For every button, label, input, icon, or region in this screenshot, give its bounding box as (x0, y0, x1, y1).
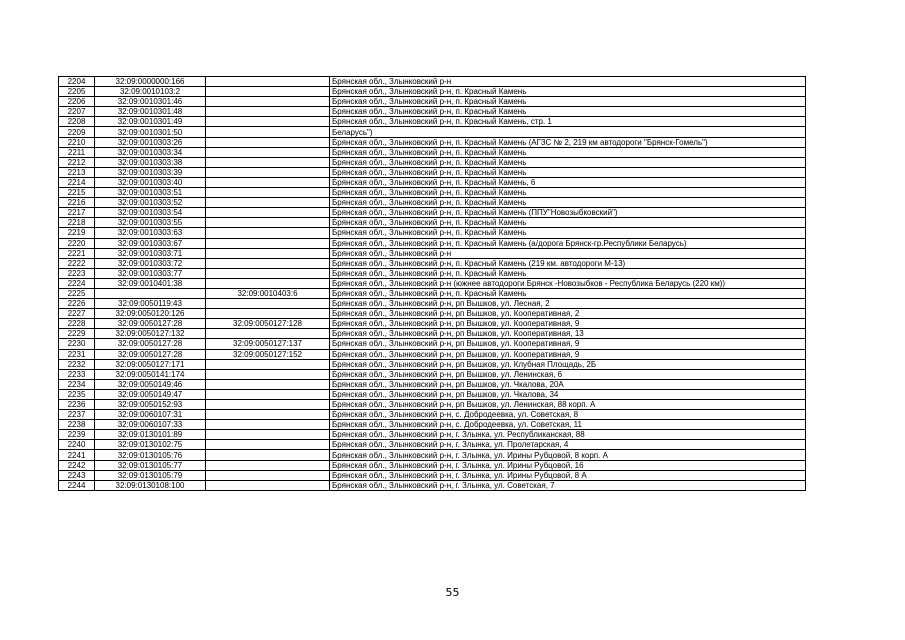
address-cell: Брянская обл., Злынковский р-н, рп Вышков, ул. Кооперативная, 13 (330, 329, 806, 339)
cadastral-number-cell: 32:09:0130108:100 (95, 480, 206, 490)
row-number-cell: 2219 (59, 228, 95, 238)
address-cell: Брянская обл., Злынковский р-н (330, 248, 806, 258)
page-number: 55 (445, 586, 460, 599)
row-number-cell: 2226 (59, 299, 95, 309)
address-cell: Брянская обл., Злынковский р-н, п. Красный Камень (330, 97, 806, 107)
cadastral-number-cell: 32:09:0010303:71 (95, 248, 206, 258)
related-cadastral-number-cell (206, 309, 330, 319)
row-number-cell: 2220 (59, 238, 95, 248)
table-row (59, 410, 806, 420)
address-cell: Брянская обл., Злынковский р-н (330, 77, 806, 87)
address-cell: Брянская обл., Злынковский р-н, п. Красный Камень, стр. 1 (330, 117, 806, 127)
address-cell: Брянская обл., Злынковский р-н, п. Красный Камень, 6 (330, 177, 806, 187)
table-row (59, 238, 806, 248)
cadastral-number-cell: 32:09:0000000:166 (95, 77, 206, 87)
cadastral-number-cell: 32:09:0130102:75 (95, 440, 206, 450)
table-row (59, 440, 806, 450)
row-number-cell: 2237 (59, 410, 95, 420)
related-cadastral-number-cell (206, 470, 330, 480)
row-number-cell: 2211 (59, 147, 95, 157)
row-number-cell: 2223 (59, 268, 95, 278)
cadastral-number-cell: 32:09:0050141:174 (95, 369, 206, 379)
row-number-cell: 2230 (59, 339, 95, 349)
related-cadastral-number-cell (206, 188, 330, 198)
related-cadastral-number-cell (206, 460, 330, 470)
cadastral-number-cell: 32:09:0010303:54 (95, 208, 206, 218)
related-cadastral-number-cell (206, 97, 330, 107)
table-row (59, 268, 806, 278)
cadastral-number-cell: 32:09:0010303:77 (95, 268, 206, 278)
table-row (59, 450, 806, 460)
related-cadastral-number-cell (206, 440, 330, 450)
row-number-cell: 2242 (59, 460, 95, 470)
cadastral-number-cell: 32:09:0010401:38 (95, 278, 206, 288)
address-cell: Брянская обл., Злынковский р-н, п. Красный Камень (330, 188, 806, 198)
cadastral-number-cell: 32:09:0010301:48 (95, 107, 206, 117)
table-row (59, 77, 806, 87)
row-number-cell: 2205 (59, 87, 95, 97)
cadastral-number-cell: 32:09:0130105:76 (95, 450, 206, 460)
related-cadastral-number-cell: 32:09:0010403:6 (206, 288, 330, 298)
address-cell: Брянская обл., Злынковский р-н, рп Вышков, ул. Клубная Площадь, 2Б (330, 359, 806, 369)
address-cell: Брянская обл., Злынковский р-н, рп Вышков, ул. Ленинская, 88 корп. А (330, 400, 806, 410)
table-row (59, 208, 806, 218)
cadastral-number-cell: 32:09:0010303:67 (95, 238, 206, 248)
related-cadastral-number-cell (206, 167, 330, 177)
related-cadastral-number-cell (206, 450, 330, 460)
related-cadastral-number-cell (206, 400, 330, 410)
address-cell: Брянская обл., Злынковский р-н, п. Красный Камень (330, 218, 806, 228)
row-number-cell: 2240 (59, 440, 95, 450)
table-row (59, 309, 806, 319)
row-number-cell: 2225 (59, 288, 95, 298)
table-row (59, 389, 806, 399)
cadastral-number-cell: 32:09:0130105:77 (95, 460, 206, 470)
cadastral-number-cell: 32:09:0050149:46 (95, 379, 206, 389)
table-row (59, 198, 806, 208)
cadastral-number-cell: 32:09:0010301:50 (95, 127, 206, 137)
related-cadastral-number-cell (206, 147, 330, 157)
address-cell: Брянская обл., Злынковский р-н, г. Злынка, ул. Ирины Рубцовой, 8 А (330, 470, 806, 480)
row-number-cell: 2218 (59, 218, 95, 228)
address-cell: Брянская обл., Злынковский р-н, п. Красный Камень (330, 87, 806, 97)
row-number-cell: 2216 (59, 198, 95, 208)
address-cell: Брянская обл., Злынковский р-н, рп Вышков, ул. Ленинская, 6 (330, 369, 806, 379)
related-cadastral-number-cell (206, 258, 330, 268)
table-row (59, 379, 806, 389)
address-cell: Брянская обл., Злынковский р-н, с. Добродеевка, ул. Советская, 8 (330, 410, 806, 420)
cadastral-number-cell: 32:09:0130105:79 (95, 470, 206, 480)
row-number-cell: 2228 (59, 319, 95, 329)
row-number-cell: 2208 (59, 117, 95, 127)
cadastral-number-cell: 32:09:0050127:28 (95, 349, 206, 359)
table-row (59, 470, 806, 480)
table-row (59, 137, 806, 147)
table-row (59, 369, 806, 379)
table-row (59, 278, 806, 288)
row-number-cell: 2236 (59, 400, 95, 410)
row-number-cell: 2233 (59, 369, 95, 379)
related-cadastral-number-cell: 32:09:0050127:152 (206, 349, 330, 359)
related-cadastral-number-cell (206, 127, 330, 137)
row-number-cell: 2207 (59, 107, 95, 117)
address-cell: Брянская обл., Злынковский р-н, п. Красный Камень (330, 147, 806, 157)
address-cell: Брянская обл., Злынковский р-н, рп Вышков, ул. Кооперативная, 9 (330, 339, 806, 349)
row-number-cell: 2224 (59, 278, 95, 288)
address-cell: Брянская обл., Злынковский р-н, г. Злынка, ул. Ирины Рубцовой, 16 (330, 460, 806, 470)
related-cadastral-number-cell (206, 208, 330, 218)
cadastral-number-cell: 32:09:0010303:38 (95, 157, 206, 167)
address-cell: Брянская обл., Злынковский р-н, п. Красный Камень (330, 228, 806, 238)
row-number-cell: 2234 (59, 379, 95, 389)
table-row (59, 460, 806, 470)
address-cell: Брянская обл., Злынковский р-н, г. Злынка, ул. Пролетарская, 4 (330, 440, 806, 450)
address-cell: Брянская обл., Злынковский р-н, г. Злынка, ул. Республиканская, 88 (330, 430, 806, 440)
table-row (59, 349, 806, 359)
row-number-cell: 2221 (59, 248, 95, 258)
table-row (59, 258, 806, 268)
row-number-cell: 2244 (59, 480, 95, 490)
cadastral-number-cell: 32:09:0060107:31 (95, 410, 206, 420)
cadastral-number-cell: 32:09:0050127:132 (95, 329, 206, 339)
table-row (59, 248, 806, 258)
row-number-cell: 2231 (59, 349, 95, 359)
address-cell: Брянская обл., Злынковский р-н, рп Вышков, ул. Чкалова, 20А (330, 379, 806, 389)
related-cadastral-number-cell: 32:09:0050127:137 (206, 339, 330, 349)
table-row (59, 359, 806, 369)
row-number-cell: 2212 (59, 157, 95, 167)
related-cadastral-number-cell (206, 420, 330, 430)
table-row (59, 117, 806, 127)
related-cadastral-number-cell (206, 268, 330, 278)
row-number-cell: 2206 (59, 97, 95, 107)
cadastral-number-cell: 32:09:0010303:39 (95, 167, 206, 177)
address-cell: Беларусь") (330, 127, 806, 137)
table-row (59, 228, 806, 238)
address-cell: Брянская обл., Злынковский р-н, п. Красный Камень (330, 268, 806, 278)
related-cadastral-number-cell (206, 157, 330, 167)
row-number-cell: 2217 (59, 208, 95, 218)
address-cell: Брянская обл., Злынковский р-н, с. Добродеевка, ул. Советская, 11 (330, 420, 806, 430)
table-row (59, 97, 806, 107)
address-cell: Брянская обл., Злынковский р-н, п. Красный Камень (а/дорога Брянск-гр.Республики Беларусь) (330, 238, 806, 248)
related-cadastral-number-cell (206, 369, 330, 379)
cadastral-number-cell: 32:09:0050119:43 (95, 299, 206, 309)
related-cadastral-number-cell (206, 410, 330, 420)
table-row (59, 87, 806, 97)
registry-body (59, 77, 806, 491)
related-cadastral-number-cell (206, 430, 330, 440)
row-number-cell: 2222 (59, 258, 95, 268)
cadastral-number-cell: 32:09:0050127:171 (95, 359, 206, 369)
row-number-cell: 2214 (59, 177, 95, 187)
table-row (59, 147, 806, 157)
row-number-cell: 2239 (59, 430, 95, 440)
related-cadastral-number-cell (206, 238, 330, 248)
table-row (59, 127, 806, 137)
related-cadastral-number-cell (206, 299, 330, 309)
address-cell: Брянская обл., Злынковский р-н, рп Вышков, ул. Кооперативная, 9 (330, 319, 806, 329)
cadastral-number-cell: 32:09:0060107:33 (95, 420, 206, 430)
cadastral-number-cell: 32:09:0010303:34 (95, 147, 206, 157)
table-row (59, 177, 806, 187)
related-cadastral-number-cell (206, 177, 330, 187)
address-cell: Брянская обл., Злынковский р-н, п. Красный Камень (АГЗС № 2, 219 км автодороги "Брянск-Гомель") (330, 137, 806, 147)
related-cadastral-number-cell (206, 117, 330, 127)
cadastral-number-cell: 32:09:0130101:89 (95, 430, 206, 440)
row-number-cell: 2232 (59, 359, 95, 369)
table-row (59, 188, 806, 198)
cadastral-number-cell: 32:09:0050152:93 (95, 400, 206, 410)
address-cell: Брянская обл., Злынковский р-н, п. Красный Камень (330, 167, 806, 177)
cadastral-number-cell: 32:09:0010303:63 (95, 228, 206, 238)
cadastral-number-cell: 32:09:0010301:49 (95, 117, 206, 127)
table-row (59, 400, 806, 410)
row-number-cell: 2241 (59, 450, 95, 460)
related-cadastral-number-cell: 32:09:0050127:128 (206, 319, 330, 329)
related-cadastral-number-cell (206, 248, 330, 258)
address-cell: Брянская обл., Злынковский р-н, рп Вышков, ул. Кооперативная, 2 (330, 309, 806, 319)
table-row (59, 299, 806, 309)
cadastral-number-cell: 32:09:0050120:126 (95, 309, 206, 319)
row-number-cell: 2215 (59, 188, 95, 198)
table-row (59, 319, 806, 329)
related-cadastral-number-cell (206, 107, 330, 117)
cadastral-number-cell: 32:09:0010303:52 (95, 198, 206, 208)
table-row (59, 107, 806, 117)
row-number-cell: 2209 (59, 127, 95, 137)
address-cell: Брянская обл., Злынковский р-н, рп Вышков, ул. Лесная, 2 (330, 299, 806, 309)
table-row (59, 430, 806, 440)
related-cadastral-number-cell (206, 480, 330, 490)
related-cadastral-number-cell (206, 379, 330, 389)
address-cell: Брянская обл., Злынковский р-н, г. Злынка, ул. Советская, 7 (330, 480, 806, 490)
related-cadastral-number-cell (206, 228, 330, 238)
table-row (59, 339, 806, 349)
address-cell: Брянская обл., Злынковский р-н, п. Красный Камень (330, 107, 806, 117)
address-cell: Брянская обл., Злынковский р-н (южнее автодороги Брянск -Новозыбков - Республика Беларусь (220 км)) (330, 278, 806, 288)
related-cadastral-number-cell (206, 329, 330, 339)
row-number-cell: 2238 (59, 420, 95, 430)
related-cadastral-number-cell (206, 389, 330, 399)
registry-table (58, 76, 806, 491)
related-cadastral-number-cell (206, 137, 330, 147)
cadastral-number-cell: 32:09:0010303:51 (95, 188, 206, 198)
row-number-cell: 2210 (59, 137, 95, 147)
related-cadastral-number-cell (206, 359, 330, 369)
address-cell: Брянская обл., Злынковский р-н, п. Красный Камень (330, 157, 806, 167)
cadastral-number-cell: 32:09:0010303:40 (95, 177, 206, 187)
row-number-cell: 2235 (59, 389, 95, 399)
address-cell: Брянская обл., Злынковский р-н, п. Красный Камень (330, 198, 806, 208)
table-row (59, 329, 806, 339)
address-cell: Брянская обл., Злынковский р-н, п. Красный Камень (ППУ"Новозыбковский") (330, 208, 806, 218)
cadastral-number-cell: 32:09:0010303:55 (95, 218, 206, 228)
table-row (59, 157, 806, 167)
address-cell: Брянская обл., Злынковский р-н, рп Вышков, ул. Кооперативная, 9 (330, 349, 806, 359)
related-cadastral-number-cell (206, 198, 330, 208)
row-number-cell: 2229 (59, 329, 95, 339)
related-cadastral-number-cell (206, 77, 330, 87)
address-cell: Брянская обл., Злынковский р-н, рп Вышков, ул. Чкалова, 34 (330, 389, 806, 399)
row-number-cell: 2227 (59, 309, 95, 319)
cadastral-number-cell: 32:09:0010103:2 (95, 87, 206, 97)
table-row (59, 420, 806, 430)
related-cadastral-number-cell (206, 218, 330, 228)
cadastral-number-cell: 32:09:0010301:46 (95, 97, 206, 107)
row-number-cell: 2204 (59, 77, 95, 87)
cadastral-number-cell: 32:09:0050127:28 (95, 319, 206, 329)
table-row (59, 218, 806, 228)
cadastral-number-cell: 32:09:0010303:26 (95, 137, 206, 147)
table-row (59, 480, 806, 490)
related-cadastral-number-cell (206, 87, 330, 97)
related-cadastral-number-cell (206, 278, 330, 288)
table-row (59, 288, 806, 298)
table-row (59, 167, 806, 177)
cadastral-number-cell: 32:09:0010303:72 (95, 258, 206, 268)
cadastral-number-cell: 32:09:0050127:28 (95, 339, 206, 349)
row-number-cell: 2213 (59, 167, 95, 177)
cadastral-number-cell: 32:09:0050149:47 (95, 389, 206, 399)
row-number-cell: 2243 (59, 470, 95, 480)
cadastral-number-cell (95, 288, 206, 298)
address-cell: Брянская обл., Злынковский р-н, п. Красный Камень (330, 288, 806, 298)
address-cell: Брянская обл., Злынковский р-н, п. Красный Камень (219 км. автодороги М-13) (330, 258, 806, 268)
address-cell: Брянская обл., Злынковский р-н, г. Злынка, ул. Ирины Рубцовой, 8 корп. А (330, 450, 806, 460)
